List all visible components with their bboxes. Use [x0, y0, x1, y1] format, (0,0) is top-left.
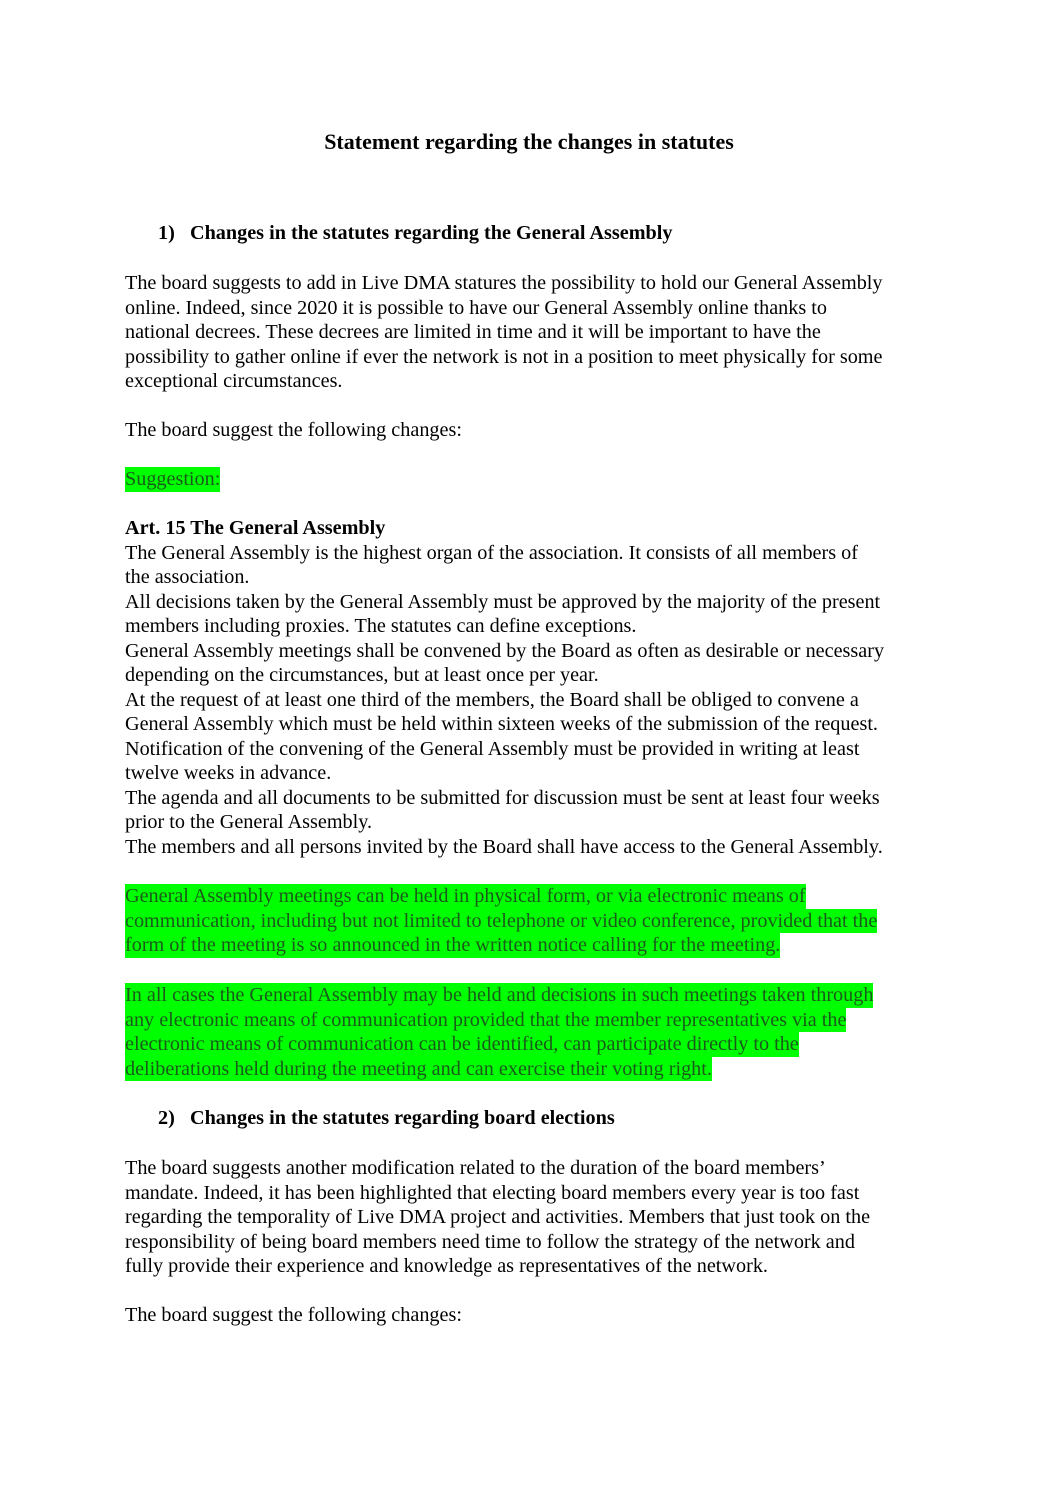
highlighted-line: In all cases the General Assembly may be held and decisions in such meetings taken through	[125, 984, 874, 1006]
article-title: Art. 15 The General Assembly	[125, 517, 386, 539]
suggestion-label: Suggestion:	[125, 468, 221, 490]
text-line: regarding the temporality of Live DMA project and activities. Members that just took on the	[125, 1206, 871, 1228]
document-title: Statement regarding the changes in statutes	[324, 129, 734, 154]
highlighted-line: electronic means of communication can be identified, can participate directly to the	[125, 1033, 799, 1055]
highlighted-paragraph-2	[125, 983, 945, 1081]
section-1-number: 1)	[158, 222, 175, 244]
section-1-intro	[125, 271, 945, 394]
text-line: exceptional circumstances.	[125, 370, 343, 392]
text-line: The board suggest the following changes:	[125, 419, 462, 441]
highlighted-line: communication, including but not limited to telephone or video conference, provided that the	[125, 909, 878, 932]
section-2-heading	[158, 1106, 615, 1130]
text-line: online. Indeed, since 2020 it is possible to have our General Assembly online thanks to	[125, 296, 827, 319]
section-2-number: 2)	[158, 1107, 175, 1129]
section-1-heading	[158, 221, 672, 245]
text-line: The board suggests to add in Live DMA statures the possibility to hold our General Assembly	[125, 272, 883, 294]
text-line: the association.	[125, 566, 250, 588]
text-line: responsibility of being board members need time to follow the strategy of the network and	[125, 1230, 855, 1253]
text-line: national decrees. These decrees are limited in time and it will be important to have the	[125, 321, 821, 343]
text-line: General Assembly meetings shall be convened by the Board as often as desirable or necessary	[125, 639, 885, 662]
highlighted-line: form of the meeting is so announced in the written notice calling for the meeting.	[125, 934, 781, 956]
highlighted-paragraph-1	[125, 884, 945, 958]
text-line: possibility to gather online if ever the network is not in a position to meet physically for some	[125, 345, 883, 368]
text-line: members including proxies. The statutes can define exceptions.	[125, 615, 637, 637]
article-15	[125, 516, 945, 859]
text-line: The General Assembly is the highest organ of the association. It consists of all members of	[125, 541, 858, 564]
highlighted-line: deliberations held during the meeting and can exercise their voting right.	[125, 1057, 712, 1080]
highlighted-line: any electronic means of communication provided that the member representatives via the	[125, 1008, 847, 1031]
suggestion-label-block	[125, 467, 945, 492]
section-1-heading-text: Changes in the statutes regarding the General Assembly	[190, 222, 673, 244]
text-line: At the request of at least one third of the members, the Board shall be obliged to convene a	[125, 688, 859, 711]
text-line: The board suggests another modification related to the duration of the board members’	[125, 1157, 826, 1179]
section-2-changes-intro	[125, 1303, 945, 1328]
text-line: prior to the General Assembly.	[125, 811, 373, 833]
section-1-changes-intro	[125, 418, 945, 443]
text-line: mandate. Indeed, it has been highlighted that electing board members every year is too fast	[125, 1181, 860, 1204]
text-line: twelve weeks in advance.	[125, 762, 332, 784]
text-line: The members and all persons invited by the Board shall have access to the General Assembly.	[125, 835, 883, 858]
section-2-heading-text: Changes in the statutes regarding board elections	[190, 1107, 615, 1129]
text-line: Notification of the convening of the General Assembly must be provided in writing at least	[125, 737, 860, 760]
text-line: fully provide their experience and knowledge as representatives of the network.	[125, 1255, 768, 1277]
text-line: All decisions taken by the General Assembly must be approved by the majority of the present	[125, 590, 881, 613]
text-line: depending on the circumstances, but at least once per year.	[125, 664, 599, 686]
text-line: The board suggest the following changes:	[125, 1304, 462, 1326]
text-line: General Assembly which must be held within sixteen weeks of the submission of the request.	[125, 713, 878, 735]
section-2-intro	[125, 1156, 945, 1279]
text-line: The agenda and all documents to be submitted for discussion must be sent at least four weeks	[125, 786, 880, 809]
highlighted-line: General Assembly meetings can be held in physical form, or via electronic means of	[125, 885, 806, 907]
